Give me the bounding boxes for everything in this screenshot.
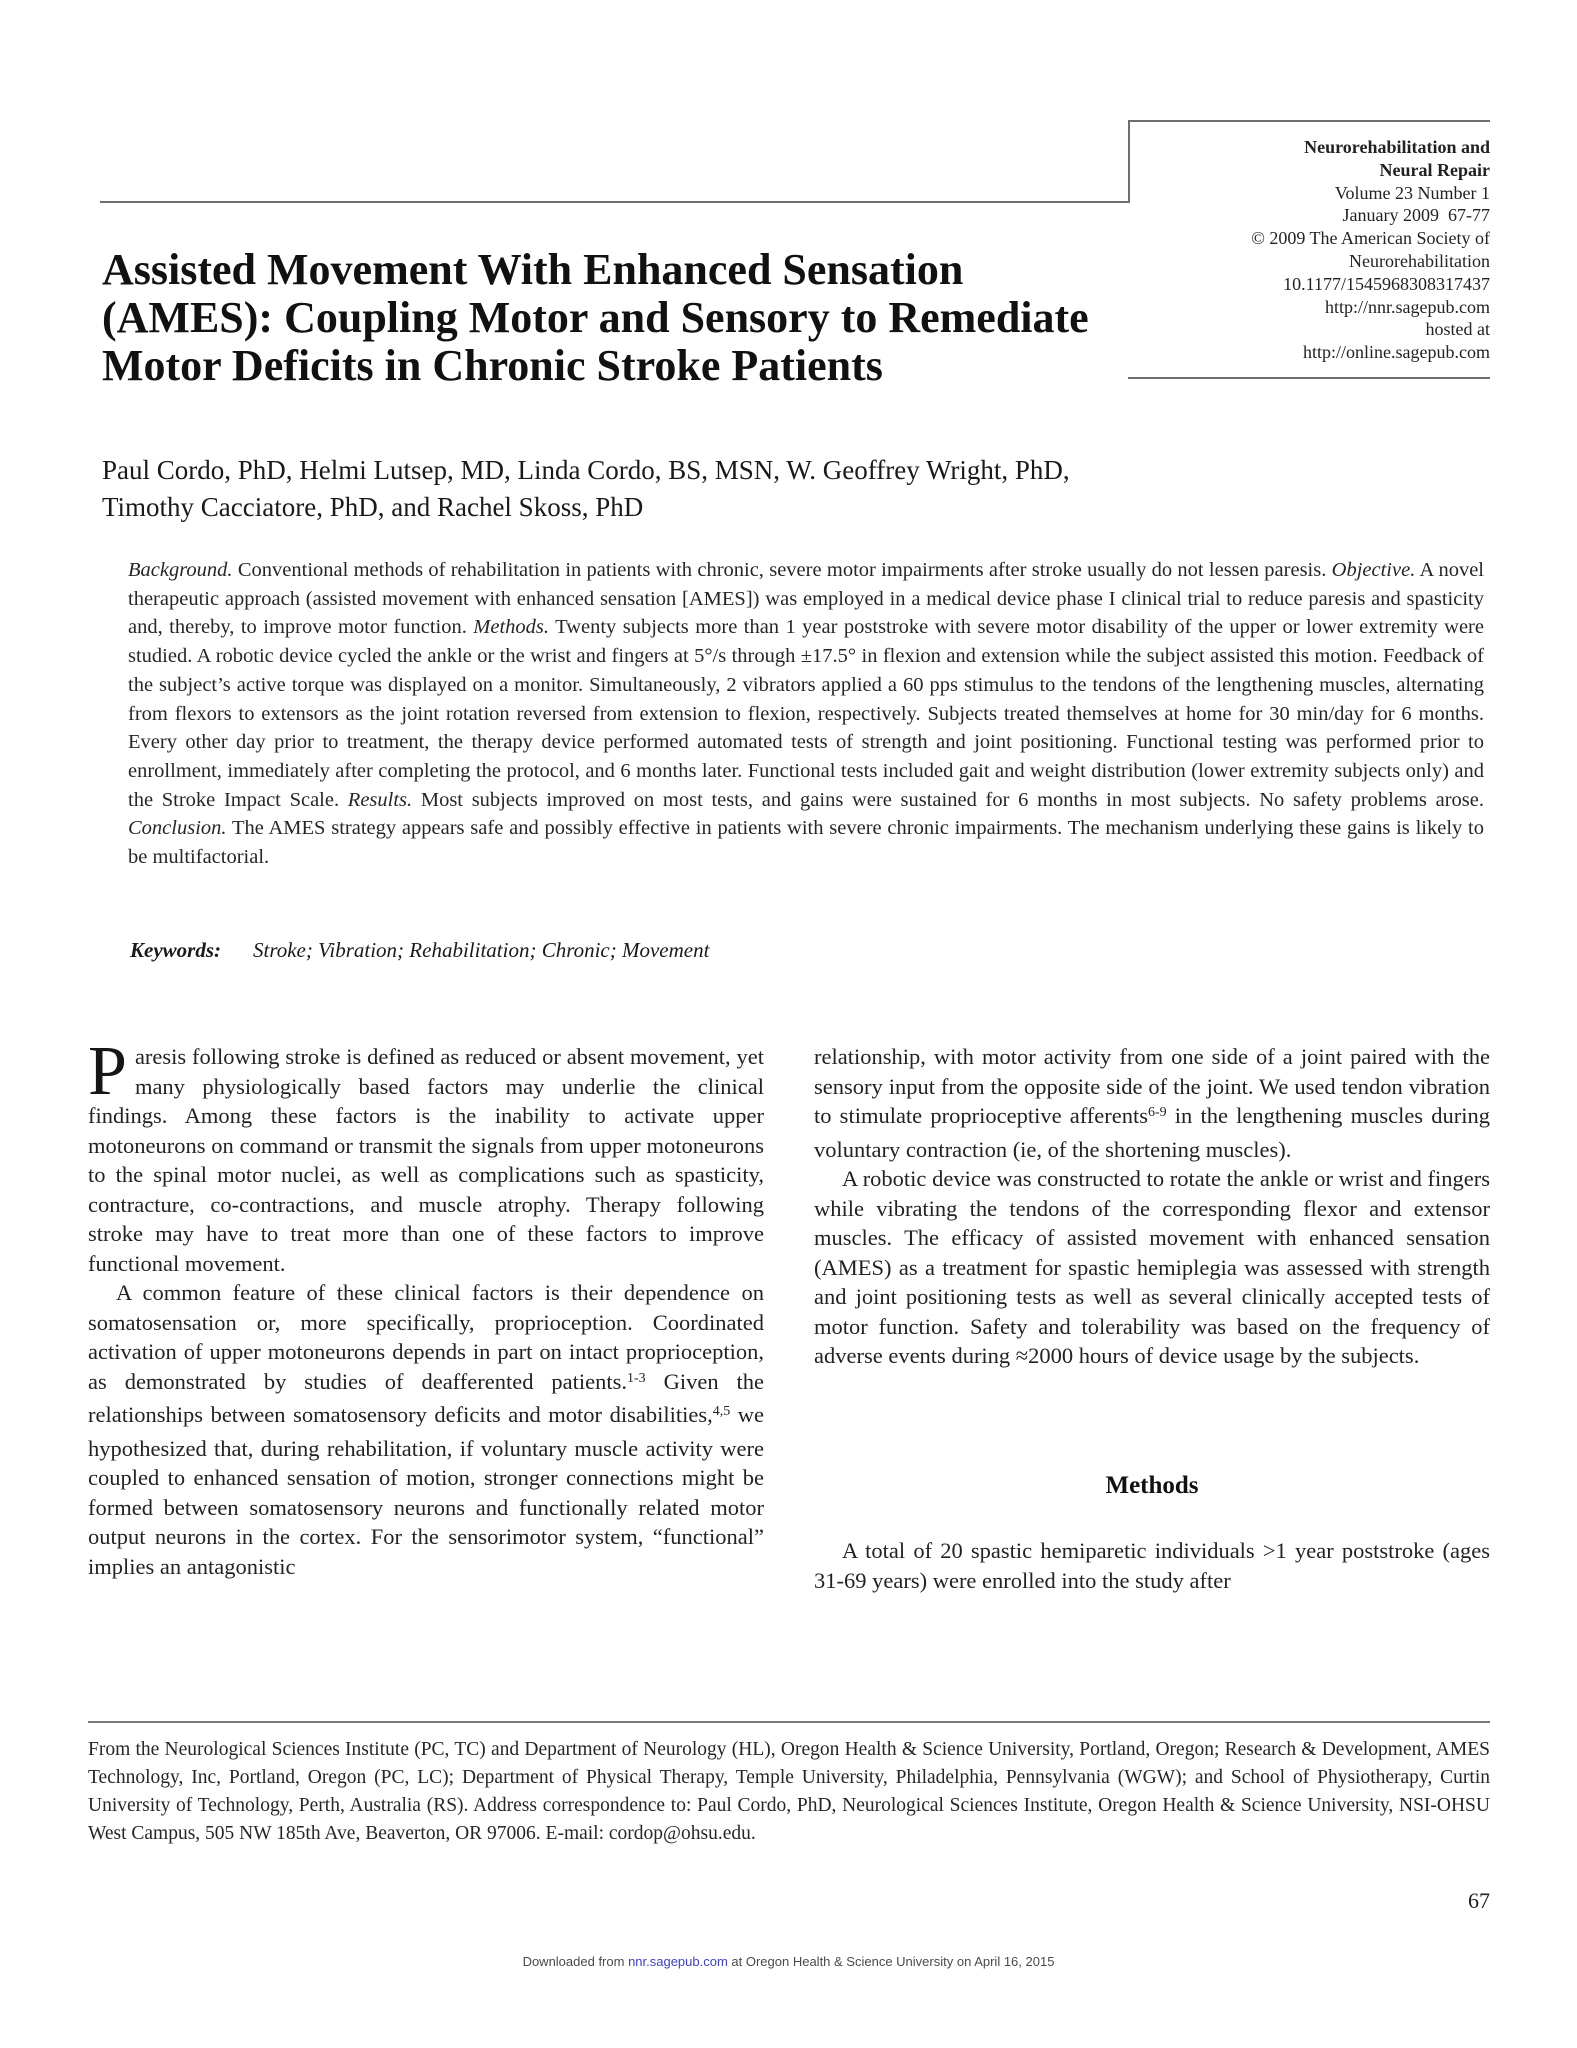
intro-paragraph-1-text: aresis following stroke is defined as reduced or absent movement, yet many physiologically based factors may underlie the clinical findings. Among these factors is the inability to activate upper motoneurons on command or transmit the signals from upper motoneurons to the spinal motor nuclei, as well as complications such as spasticity, contracture, co-contractions, and muscle atrophy. Therapy following stroke may have to treat more than one of these factors to improve functional movement.: [88, 1044, 764, 1276]
online-url: http://online.sagepub.com: [1303, 342, 1490, 363]
citation-box-bottom-rule: [1128, 377, 1490, 379]
sagepub-link[interactable]: nnr.sagepub.com: [628, 1954, 728, 1969]
copyright-line1: © 2009 The American Society of: [1251, 228, 1490, 249]
article-title-line3: Motor Deficits in Chronic Stroke Patients: [102, 341, 883, 390]
author-byline-line2: Timothy Cacciatore, PhD, and Rachel Skoss, PhD: [102, 492, 644, 522]
body-column-left: [88, 1033, 765, 1581]
dropcap-letter: P: [88, 1033, 127, 1110]
footnote-rule: [88, 1721, 1490, 1723]
keywords-label: Keywords:: [130, 938, 221, 962]
affiliation-footnote: From the Neurological Sciences Institute (PC, TC) and Department of Neurology (HL), Oregon Health & Science University, Portland, Oregon; Research & Development, AMES Technology, Inc, Portland, Oregon (PC, LC); Department of Physical Therapy, Temple University, Philadelphia, Pennsylvania (WGW); and School of Physiotherapy, Curtin University of Technology, Perth, Australia (RS). Address correspondence to: Paul Cordo, PhD, Neurological Sciences Institute, Oregon Health & Science University, NSI-OHSU West Campus, 505 NW 185th Ave, Beaverton, OR 97006. E-mail: cordop@ohsu.edu.: [88, 1739, 1490, 1844]
intro-paragraph-2-continued: relationship, with motor activity from one side of a joint paired with the sensory input from the opposite side of the joint. We used tendon vibration to stimulate proprioceptive afferents$^{6-9}$ in the lengthening muscles during voluntary contraction (ie, of the shortening muscles).: [814, 1044, 1490, 1162]
copyright-line2: Neurorehabilitation: [1349, 250, 1490, 271]
article-title: [102, 246, 1182, 390]
journal-name-line1: Neurorehabilitation and: [1304, 137, 1490, 157]
article-title-line2: (AMES): Coupling Motor and Sensory to Remediate: [102, 293, 1089, 342]
keywords-line: [130, 938, 1430, 963]
volume-line: Volume 23 Number 1: [1334, 182, 1490, 203]
citation-box-top-rule: [1128, 120, 1490, 122]
masthead-rule: [100, 201, 1130, 203]
intro-paragraph-1: [88, 1033, 764, 1278]
download-bar: Downloaded from nnr.sagepub.com at Oregon Health & Science University on April 16, 2015: [522, 1954, 1055, 1969]
intro-paragraph-2: A common feature of these clinical factors is their dependence on somatosensation or, more specifically, proprioception. Coordinated activation of upper motoneurons depends in part on intact proprioception, as demonstrated by studies of deafferented patients.$^{1-3}$ Given the relationships between somatosensory deficits and motor disabilities,$^{4,5}$ we hypothesized that, during rehabilitation, if voluntary muscle activity were coupled to enhanced sensation of motion, stronger connections might be formed between somatosensory neurons and functionally related motor output neurons in the cortex. For the sensorimotor system, “functional” implies an antagonistic: [88, 1280, 765, 1579]
page-number: 67: [1468, 1888, 1490, 1913]
methods-paragraph-1: A total of 20 spastic hemiparetic individuals >1 year poststroke (ages 31-69 years) were enrolled into the study after: [814, 1538, 1490, 1593]
keywords-terms: Stroke; Vibration; Rehabilitation; Chronic; Movement: [253, 938, 710, 962]
doi-line: 10.1177/1545968308317437: [1283, 273, 1490, 294]
author-byline: [102, 452, 1302, 526]
body-column-right: [814, 1042, 1490, 1595]
article-title-line1: Assisted Movement With Enhanced Sensation: [102, 245, 964, 294]
issue-date-pages-line: January 2009 67-77: [1342, 205, 1490, 226]
journal-name-line2: Neural Repair: [1379, 159, 1490, 180]
journal-url: http://nnr.sagepub.com: [1325, 296, 1490, 317]
methods-heading: Methods: [1105, 1471, 1199, 1499]
intro-paragraph-3: A robotic device was constructed to rotate the ankle or wrist and fingers while vibrating the tendons of the corresponding flexor and extensor muscles. The efficacy of assisted movement with enhanced sensation (AMES) as a treatment for spastic hemiplegia was assessed with strength and joint positioning tests as well as several clinically accepted tests of motor function. Safety and tolerability was based on the frequency of adverse events during ≈2000 hours of device usage by the subjects.: [814, 1166, 1490, 1368]
hosted-at-line: hosted at: [1425, 319, 1490, 340]
abstract: Background. Conventional methods of rehabilitation in patients with chronic, severe motor impairments after stroke usually do not lessen paresis. Objective. A novel therapeutic approach (assisted movement with enhanced sensation [AMES]) was employed in a medical device phase I clinical trial to reduce paresis and spasticity and, thereby, to improve motor function. Methods. Twenty subjects more than 1 year poststroke with severe motor disability of the upper or lower extremity were studied. A robotic device cycled the ankle or the wrist and fingers at 5°/s through ±17.5° in flexion and extension while the subject assisted this motion. Feedback of the subject’s active torque was displayed on a monitor. Simultaneously, 2 vibrators applied a 60 pps stimulus to the tendons of the lengthening muscles, alternating from flexors to extensors as the joint rotation reversed from extension to flexion, respectively. Subjects treated themselves at home for 30 min/day for 6 months. Every other day prior to treatment, the therapy device performed automated tests of strength and joint positioning. Functional testing was performed prior to enrollment, immediately after completing the protocol, and 6 months later. Functional tests included gait and weight distribution (lower extremity subjects only) and the Stroke Impact Scale. Results. Most subjects improved on most tests, and gains were sustained for 6 months in most subjects. No safety problems arose. Conclusion. The AMES strategy appears safe and possibly effective in patients with severe chronic impairments. The mechanism underlying these gains is likely to be multifactorial.: [128, 559, 1484, 869]
author-byline-line1: Paul Cordo, PhD, Helmi Lutsep, MD, Linda Cordo, BS, MSN, W. Geoffrey Wright, PhD,: [102, 455, 1070, 485]
